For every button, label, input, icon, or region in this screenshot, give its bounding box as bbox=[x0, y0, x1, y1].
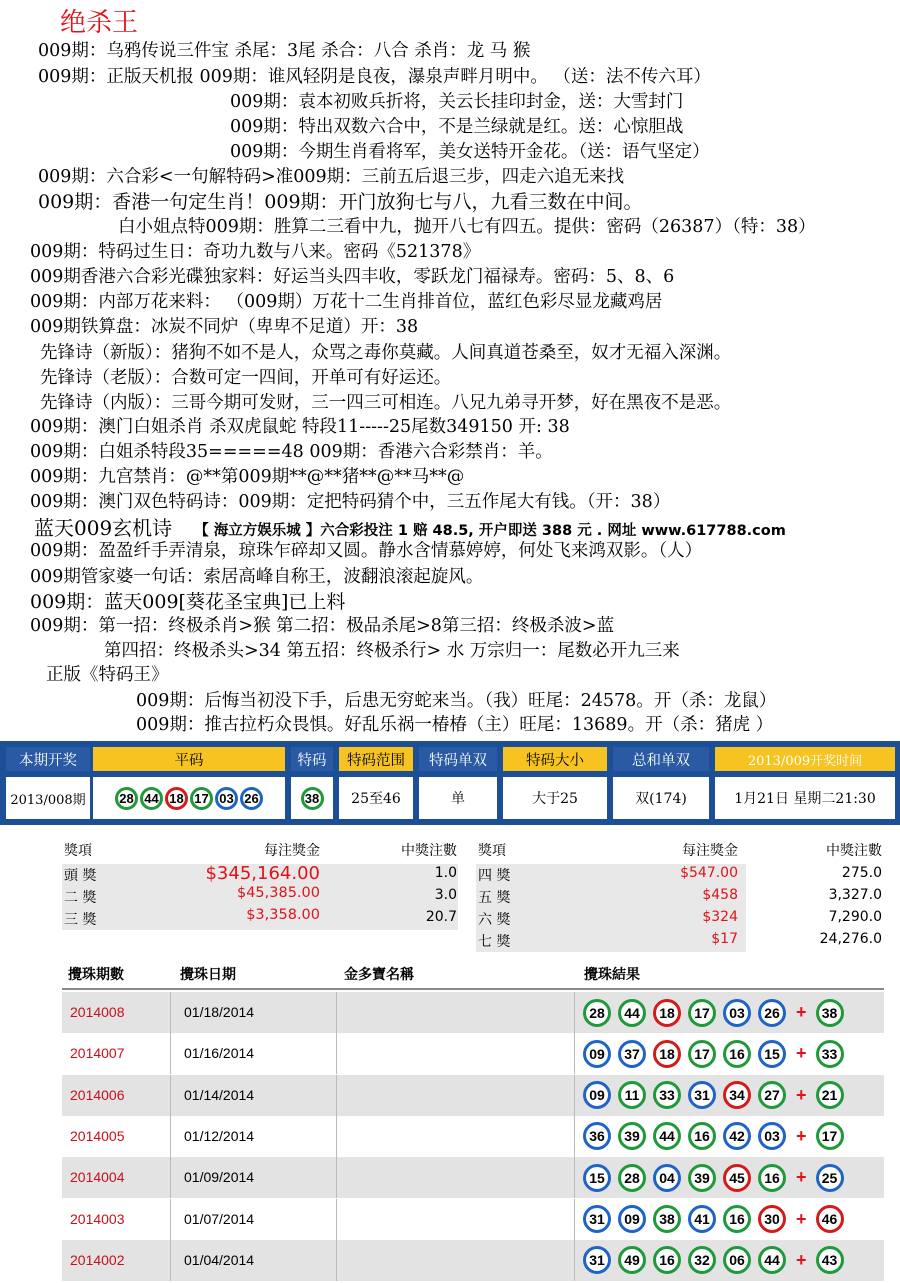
result-ball: 03 bbox=[758, 1122, 786, 1150]
text-line: 009期：九宫禁肖：@**第009期**@**猪**@**马**@ bbox=[30, 467, 465, 487]
draw-period-cell: 2014002 bbox=[70, 1251, 125, 1268]
draw-ball: 44 bbox=[140, 787, 163, 810]
draw-header: 2013/009开奖时间 bbox=[715, 747, 895, 771]
draw-range: 25至46 bbox=[339, 777, 413, 819]
special-ball: 43 bbox=[816, 1246, 844, 1274]
draw-sum: 双(174) bbox=[613, 777, 709, 819]
result-ball: 30 bbox=[758, 1205, 786, 1233]
plus-sign: + bbox=[796, 1249, 807, 1270]
text-line: 009期铁算盘：冰炭不同炉（卑卑不足道）开：38 bbox=[30, 317, 419, 337]
draw-header: 特码范围 bbox=[339, 747, 413, 771]
prize-amount: $3,358.00 bbox=[246, 907, 320, 923]
text-line: 009期：香港一句定生肖！009期：开门放狗七与八，九看三数在中间。 bbox=[38, 191, 643, 213]
text-line: 白小姐点特009期：胜算二三看中九，抛开八七有四五。提供：密码（26387）（特：38） bbox=[118, 217, 816, 237]
prize-count: 7,290.0 bbox=[828, 909, 882, 925]
column-divider bbox=[170, 1075, 171, 1116]
prize-name: 七 獎 bbox=[478, 934, 511, 950]
column-divider bbox=[574, 1033, 575, 1074]
result-ball: 31 bbox=[583, 1205, 611, 1233]
results-header-period: 攪珠期數 bbox=[68, 967, 124, 983]
prize-header: 獎項 bbox=[478, 843, 506, 859]
result-balls bbox=[582, 1244, 850, 1277]
draw-ball: 17 bbox=[190, 787, 213, 810]
result-ball: 39 bbox=[688, 1164, 716, 1192]
column-divider bbox=[574, 1075, 575, 1116]
text-line: 009期：澳门双色特码诗：009期：定把特码猜个中，三五作尾大有钱。（开：38） bbox=[30, 492, 671, 512]
result-ball: 16 bbox=[723, 1205, 751, 1233]
prize-amount: $45,385.00 bbox=[236, 885, 320, 901]
prize-name: 二 獎 bbox=[64, 890, 97, 906]
result-ball: 38 bbox=[653, 1205, 681, 1233]
column-divider bbox=[336, 992, 337, 1033]
table-row bbox=[62, 1075, 884, 1116]
result-ball: 42 bbox=[723, 1122, 751, 1150]
special-ball: 46 bbox=[816, 1205, 844, 1233]
text-line: 009期：推古拉朽众畏惧。好乱乐祸一椿椿（主）旺尾：13689。开（杀：猪虎 ） bbox=[136, 715, 774, 735]
prize-count: 3,327.0 bbox=[828, 887, 882, 903]
plus-sign: + bbox=[796, 1084, 807, 1105]
column-divider bbox=[336, 1033, 337, 1074]
prize-name: 六 獎 bbox=[478, 912, 511, 928]
table-row bbox=[62, 1157, 884, 1198]
result-ball: 37 bbox=[618, 1040, 646, 1068]
result-ball: 17 bbox=[688, 1040, 716, 1068]
column-divider bbox=[170, 1240, 171, 1281]
text-line: 正版《特码王》 bbox=[46, 665, 169, 685]
text-line: 009期：内部万花来料： （009期）万花十二生肖排首位，蓝红色彩尽显龙藏鸡居 bbox=[30, 292, 663, 312]
results-header-date: 攪珠日期 bbox=[180, 967, 236, 983]
draw-date-cell: 01/16/2014 bbox=[184, 1045, 255, 1062]
result-balls bbox=[582, 1120, 850, 1153]
draw-header: 总和单双 bbox=[613, 747, 709, 771]
table-row bbox=[62, 1116, 884, 1157]
result-ball: 16 bbox=[758, 1164, 786, 1192]
text-line: 先锋诗（老版）：合数可定一四间，开单可有好运还。 bbox=[40, 368, 452, 388]
special-ball: 38 bbox=[816, 999, 844, 1027]
result-ball: 44 bbox=[618, 999, 646, 1027]
column-divider bbox=[336, 1199, 337, 1240]
draw-parity: 单 bbox=[419, 777, 497, 819]
draw-header: 本期开奖 bbox=[6, 747, 90, 771]
prize-amount: $324 bbox=[702, 909, 738, 925]
result-ball: 34 bbox=[723, 1081, 751, 1109]
text-line: 009期：盈盈纤手弄清泉，琼珠乍碎却又圆。静水含情慕婷婷，何处飞来鸿双影。（人） bbox=[30, 541, 703, 561]
result-ball: 15 bbox=[758, 1040, 786, 1068]
text-line: 009期：今期生肖看将军，美女送特开金花。（送：语气坚定） bbox=[230, 142, 710, 162]
text-line: 009期：后悔当初没下手，后患无穷蛇来当。（我）旺尾：24578。开（杀：龙鼠） bbox=[136, 691, 777, 711]
results-divider bbox=[62, 988, 884, 990]
draw-date-cell: 01/12/2014 bbox=[184, 1127, 255, 1144]
draw-size: 大于25 bbox=[503, 777, 607, 819]
result-ball: 26 bbox=[758, 999, 786, 1027]
column-divider bbox=[336, 1240, 337, 1281]
prize-count: 24,276.0 bbox=[819, 931, 882, 947]
column-divider bbox=[574, 1157, 575, 1198]
prize-amount: $17 bbox=[711, 931, 738, 947]
plus-sign: + bbox=[796, 1208, 807, 1229]
prize-header: 中獎注數 bbox=[401, 843, 457, 859]
draw-header: 特码 bbox=[291, 747, 333, 771]
result-ball: 44 bbox=[653, 1122, 681, 1150]
column-divider bbox=[574, 1199, 575, 1240]
column-divider bbox=[170, 1157, 171, 1198]
draw-header: 平码 bbox=[93, 747, 285, 771]
result-ball: 27 bbox=[758, 1081, 786, 1109]
result-ball: 28 bbox=[618, 1164, 646, 1192]
result-ball: 11 bbox=[618, 1081, 646, 1109]
prize-count: 20.7 bbox=[425, 909, 457, 925]
result-balls bbox=[582, 996, 850, 1029]
column-divider bbox=[336, 1116, 337, 1157]
prize-header: 每注獎金 bbox=[264, 843, 320, 859]
prize-header: 中獎注數 bbox=[826, 843, 882, 859]
column-divider bbox=[574, 992, 575, 1033]
page-title: 绝杀王 bbox=[60, 8, 139, 38]
text-line: 009期：白姐杀特段35=====48 009期：香港六合彩禁肖：羊。 bbox=[30, 442, 553, 462]
prize-name: 五 獎 bbox=[478, 890, 511, 906]
plus-sign: + bbox=[796, 1002, 807, 1022]
plus-sign: + bbox=[796, 1167, 807, 1188]
result-ball: 04 bbox=[653, 1164, 681, 1192]
column-divider bbox=[170, 1199, 171, 1240]
result-ball: 18 bbox=[653, 999, 681, 1027]
result-balls bbox=[582, 1079, 850, 1112]
result-ball: 44 bbox=[758, 1246, 786, 1274]
text-line: 009期管家婆一句话：索居高峰自称王，波翻浪滚起旋风。 bbox=[30, 567, 484, 587]
draw-time: 1月21日 星期二21:30 bbox=[715, 777, 895, 819]
draw-ball: 28 bbox=[115, 787, 138, 810]
draw-date-cell: 01/09/2014 bbox=[184, 1169, 255, 1186]
draw-period-cell: 2014006 bbox=[70, 1086, 125, 1103]
special-ball: 17 bbox=[816, 1122, 844, 1150]
result-ball: 16 bbox=[653, 1246, 681, 1274]
result-balls bbox=[582, 1203, 850, 1236]
table-row bbox=[62, 992, 884, 1033]
draw-header: 特码大小 bbox=[503, 747, 607, 771]
text-line: 先锋诗（新版）：猪狗不如不是人，众骂之毒你莫藏。人间真道苍桑至，奴才无福入深渊。 bbox=[40, 343, 732, 363]
text-line: 第四招：终极杀头>34 第五招：终极杀行> 水 万宗归一：尾数必开九三来 bbox=[104, 641, 680, 661]
result-ball: 16 bbox=[688, 1122, 716, 1150]
text-line: 009期：蓝天009[葵花圣宝典]已上料 bbox=[30, 591, 346, 613]
text-line: 009期：澳门白姐杀肖 杀双虎鼠蛇 特段11-----25尾数349150 开: 38 bbox=[30, 417, 570, 437]
result-ball: 09 bbox=[618, 1205, 646, 1233]
column-divider bbox=[336, 1075, 337, 1116]
column-divider bbox=[170, 1116, 171, 1157]
result-balls bbox=[582, 1037, 850, 1070]
draw-period-cell: 2014008 bbox=[70, 1004, 125, 1020]
result-ball: 33 bbox=[653, 1081, 681, 1109]
draw-header: 特码单双 bbox=[419, 747, 497, 771]
result-ball: 41 bbox=[688, 1205, 716, 1233]
text-line: 009期：正版天机报 009期：谁风轻阴是良夜，瀑泉声畔月明中。 （送：法不传六耳） bbox=[38, 67, 711, 87]
special-ball: 33 bbox=[816, 1040, 844, 1068]
results-header-name: 金多寶名稱 bbox=[344, 967, 414, 983]
draw-period-cell: 2014005 bbox=[70, 1127, 125, 1144]
prize-name: 三 獎 bbox=[64, 912, 97, 928]
text-line: 009期：乌鸦传说三件宝 杀尾：3尾 杀合：八合 杀肖：龙 马 猴 bbox=[38, 41, 531, 61]
ad-line bbox=[34, 512, 786, 541]
draw-ball: 18 bbox=[165, 787, 188, 810]
result-ball: 15 bbox=[583, 1164, 611, 1192]
special-ball: 25 bbox=[816, 1164, 844, 1192]
result-ball: 49 bbox=[618, 1246, 646, 1274]
column-divider bbox=[170, 1033, 171, 1074]
prize-amount: $458 bbox=[702, 887, 738, 903]
table-row bbox=[62, 1199, 884, 1240]
special-ball: 38 bbox=[301, 787, 324, 810]
text-line: 009期香港六合彩光碟独家料：好运当头四丰收，零跃龙门福禄寿。密码：5、8、6 bbox=[30, 267, 675, 287]
draw-period-cell: 2014004 bbox=[70, 1169, 125, 1186]
plus-sign: + bbox=[796, 1043, 807, 1064]
draw-balls bbox=[93, 777, 285, 819]
prize-amount: $547.00 bbox=[680, 865, 738, 881]
prize-amount: $345,164.00 bbox=[205, 863, 320, 884]
plus-sign: + bbox=[796, 1125, 807, 1146]
text-line: 009期：特码过生日：奇功九数与八来。密码《521378》 bbox=[30, 242, 481, 262]
prize-name: 頭 獎 bbox=[64, 868, 97, 884]
result-ball: 18 bbox=[653, 1040, 681, 1068]
prize-name: 四 獎 bbox=[478, 868, 511, 884]
result-ball: 36 bbox=[583, 1122, 611, 1150]
result-ball: 32 bbox=[688, 1246, 716, 1274]
text-line: 009期：特出双数六合中，不是兰绿就是红。送：心惊胆战 bbox=[230, 117, 684, 137]
prize-header: 獎項 bbox=[64, 843, 92, 859]
draw-date-cell: 01/04/2014 bbox=[184, 1251, 255, 1268]
draw-period: 2013/008期 bbox=[6, 777, 90, 819]
result-ball: 39 bbox=[618, 1122, 646, 1150]
result-ball: 06 bbox=[723, 1246, 751, 1274]
draw-period-cell: 2014007 bbox=[70, 1045, 125, 1062]
result-ball: 16 bbox=[723, 1040, 751, 1068]
result-balls bbox=[582, 1161, 850, 1194]
prize-header: 每注獎金 bbox=[682, 843, 738, 859]
prize-count: 275.0 bbox=[841, 865, 882, 881]
table-row bbox=[62, 1033, 884, 1074]
result-ball: 17 bbox=[688, 999, 716, 1027]
draw-date-cell: 01/07/2014 bbox=[184, 1210, 255, 1227]
column-divider bbox=[336, 1157, 337, 1198]
result-ball: 09 bbox=[583, 1040, 611, 1068]
ad-link[interactable]: 【 海立方娱乐城 】六合彩投注 1 赔 48.5, 开户即送 388 元 . 网址 www.617788.com bbox=[194, 523, 786, 539]
draw-ball: 26 bbox=[240, 787, 263, 810]
result-ball: 31 bbox=[583, 1246, 611, 1274]
result-ball: 31 bbox=[688, 1081, 716, 1109]
column-divider bbox=[170, 992, 171, 1033]
draw-ball: 03 bbox=[215, 787, 238, 810]
text-line: 009期：六合彩<一句解特码>准009期：三前五后退三步，四走六追无来找 bbox=[38, 167, 625, 187]
result-ball: 03 bbox=[723, 999, 751, 1027]
column-divider bbox=[574, 1116, 575, 1157]
ad-main: 蓝天009玄机诗 bbox=[34, 516, 173, 540]
special-ball: 21 bbox=[816, 1081, 844, 1109]
draw-special bbox=[291, 777, 333, 819]
column-divider bbox=[574, 1240, 575, 1281]
prize-count: 1.0 bbox=[434, 865, 457, 881]
draw-date-cell: 01/14/2014 bbox=[184, 1086, 255, 1103]
prize-count: 3.0 bbox=[434, 887, 457, 903]
draw-date-cell: 01/18/2014 bbox=[184, 1004, 255, 1020]
result-ball: 09 bbox=[583, 1081, 611, 1109]
results-header-result: 攪珠結果 bbox=[584, 967, 640, 983]
text-line: 009期：袁本初败兵折将，关云长挂印封金，送：大雪封门 bbox=[230, 92, 684, 112]
text-line: 009期：第一招：终极杀肖>猴 第二招：极品杀尾>8第三招：终极杀波>蓝 bbox=[30, 616, 615, 636]
result-ball: 45 bbox=[723, 1164, 751, 1192]
result-ball: 28 bbox=[583, 999, 611, 1027]
table-row bbox=[62, 1240, 884, 1281]
text-line: 先锋诗（内版）：三哥今期可发财，三一四三可相连。八兄九弟寻开梦，好在黑夜不是恶。 bbox=[40, 393, 732, 413]
draw-period-cell: 2014003 bbox=[70, 1210, 125, 1227]
